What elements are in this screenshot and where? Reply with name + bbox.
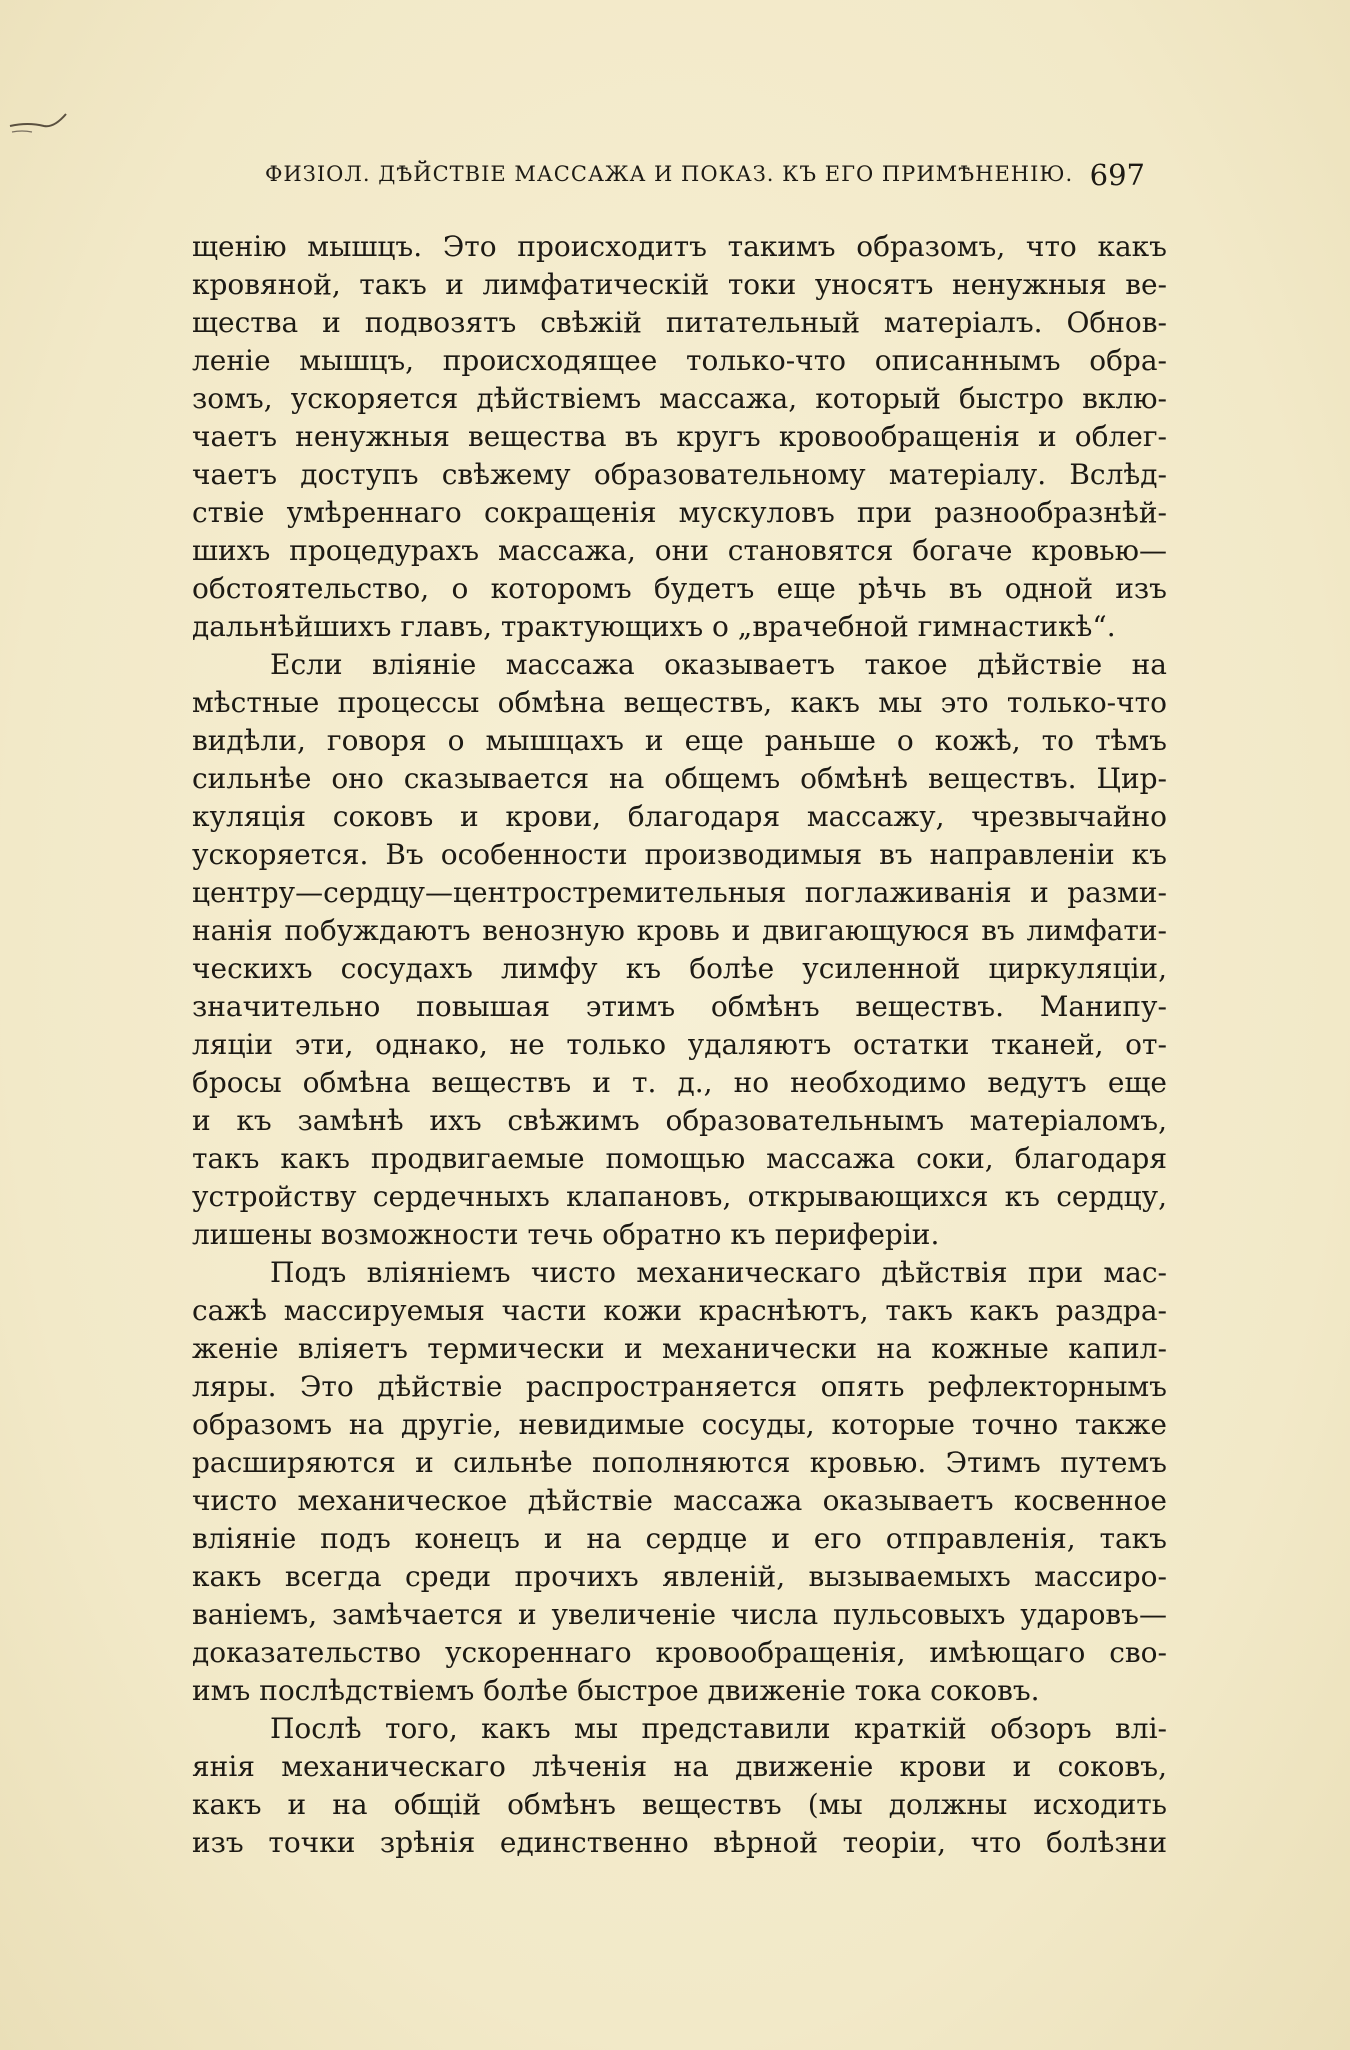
- text-line: ляціи эти, однако, не только удаляютъ остатки тканей, от-: [192, 1028, 1167, 1061]
- text-line: куляція соковъ и крови, благодаря массажу, чрезвычайно: [192, 800, 1167, 833]
- text-line: какъ всегда среди прочихъ явленій, вызываемыхъ массиро-: [192, 1560, 1167, 1593]
- text-line: обстоятельство, о которомъ будетъ еще рѣчь въ одной изъ: [192, 572, 1167, 605]
- text-line: леніе мышцъ, происходящее только-что описаннымъ обра-: [192, 344, 1167, 377]
- text-line: зомъ, ускоряется дѣйствіемъ массажа, который быстро вклю-: [192, 382, 1167, 415]
- text-line: женіе вліяетъ термически и механически на кожные капил-: [192, 1332, 1167, 1365]
- text-line: щества и подвозятъ свѣжій питательный матеріалъ. Обнов-: [192, 306, 1167, 339]
- text-line: изъ точки зрѣнія единственно вѣрной теоріи, что болѣзни: [192, 1826, 1167, 1859]
- text-line: какъ и на общій обмѣнъ веществъ (мы должны исходить: [192, 1788, 1167, 1821]
- text-line: значительно повышая этимъ обмѣнъ веществъ. Манипу-: [192, 990, 1167, 1023]
- running-head-title: ФИЗІОЛ. ДѢЙСТВІЕ МАССАЖА И ПОКАЗ. КЪ ЕГО ПРИМѢНЕНІЮ.: [265, 162, 1074, 186]
- text-line: щенію мышцъ. Это происходитъ такимъ образомъ, что какъ: [192, 230, 1167, 263]
- text-line: и къ замѣнѣ ихъ свѣжимъ образовательнымъ матеріаломъ,: [192, 1104, 1167, 1137]
- text-line: устройству сердечныхъ клапановъ, открывающихся къ сердцу,: [192, 1180, 1167, 1213]
- text-line: ческихъ сосудахъ лимфу къ болѣе усиленной циркуляціи,: [192, 952, 1167, 985]
- text-line: мѣстные процессы обмѣна веществъ, какъ мы это только-что: [192, 686, 1167, 719]
- text-line: ствіе умѣреннаго сокращенія мускуловъ при разнообразнѣй-: [192, 496, 1167, 529]
- text-line: Послѣ того, какъ мы представили краткій обзоръ влі-: [270, 1712, 1167, 1745]
- text-line: ваніемъ, замѣчается и увеличеніе числа пульсовыхъ ударовъ—: [192, 1598, 1167, 1631]
- text-line: вліяніе подъ конецъ и на сердце и его отправленія, такъ: [192, 1522, 1167, 1555]
- text-line: чисто механическое дѣйствіе массажа оказываетъ косвенное: [192, 1484, 1167, 1517]
- paragraph: [192, 1254, 1167, 1710]
- body-text: [192, 228, 1167, 1862]
- text-line: дальнѣйшихъ главъ, трактующихъ о „врачебной гимнастикѣ“.: [192, 610, 1116, 643]
- text-line: расширяются и сильнѣе пополняются кровью. Этимъ путемъ: [192, 1446, 1167, 1479]
- text-line: Если вліяніе массажа оказываетъ такое дѣйствіе на: [270, 648, 1167, 681]
- text-line: имъ послѣдствіемъ болѣе быстрое движеніе тока соковъ.: [192, 1674, 1040, 1707]
- running-head: [265, 158, 1145, 198]
- text-line: чаетъ ненужныя вещества въ кругъ кровообращенія и облег-: [192, 420, 1167, 453]
- text-line: янія механическаго лѣченія на движеніе крови и соковъ,: [192, 1750, 1167, 1783]
- paragraph: [192, 1710, 1167, 1862]
- text-line: шихъ процедурахъ массажа, они становятся богаче кровью—: [192, 534, 1167, 567]
- text-line: центру—сердцу—центростремительныя поглаживанія и разми-: [192, 876, 1167, 909]
- text-line: видѣли, говоря о мышцахъ и еще раньше о кожѣ, то тѣмъ: [192, 724, 1167, 757]
- text-line: лишены возможности течь обратно къ периферіи.: [192, 1218, 940, 1251]
- text-line: сильнѣе оно сказывается на общемъ обмѣнѣ веществъ. Цир-: [192, 762, 1167, 795]
- text-line: Подъ вліяніемъ чисто механическаго дѣйствія при мас-: [270, 1256, 1167, 1289]
- text-line: сажѣ массируемыя части кожи краснѣютъ, такъ какъ раздра-: [192, 1294, 1167, 1327]
- text-line: бросы обмѣна веществъ и т. д., но необходимо ведутъ еще: [192, 1066, 1167, 1099]
- paragraph: [192, 228, 1167, 646]
- text-line: кровяной, такъ и лимфатическій токи уносятъ ненужныя ве-: [192, 268, 1167, 301]
- text-line: нанія побуждаютъ венозную кровь и двигающуюся въ лимфати-: [192, 914, 1167, 947]
- text-line: доказательство ускореннаго кровообращенія, имѣющаго сво-: [192, 1636, 1167, 1669]
- paragraph: [192, 646, 1167, 1254]
- text-line: такъ какъ продвигаемые помощью массажа соки, благодаря: [192, 1142, 1167, 1175]
- text-line: ускоряется. Въ особенности производимыя въ направленіи къ: [192, 838, 1167, 871]
- pen-mark: [8, 108, 68, 138]
- text-line: образомъ на другіе, невидимые сосуды, которые точно также: [192, 1408, 1167, 1441]
- page-number: 697: [1089, 158, 1145, 192]
- text-line: чаетъ доступъ свѣжему образовательному матеріалу. Вслѣд-: [192, 458, 1167, 491]
- text-line: ляры. Это дѣйствіе распространяется опять рефлекторнымъ: [192, 1370, 1167, 1403]
